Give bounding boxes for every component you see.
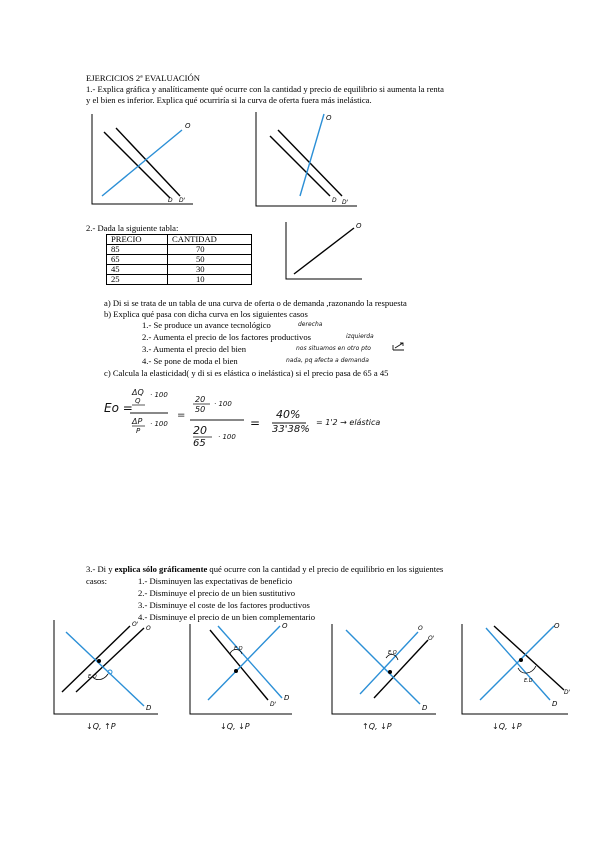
ex2-c: c) Calcula la elasticidad( y di si es elástica o inelástica) si el precio pasa de 65 a 45 — [104, 368, 389, 378]
label-o2: O' — [132, 621, 139, 628]
ex3-graph-4 — [460, 620, 572, 718]
label-o: O — [282, 622, 288, 630]
ex3-line1-post: qué ocurre con la cantidad y el precio de equilibrio en los siguientes — [207, 564, 444, 574]
ex1-line2: y el bien es inferior. Explica qué ocurriría si la curva de oferta fuera más inelástica. — [86, 95, 372, 105]
ex2-case-3-note: nos situamos en otro pto — [296, 345, 371, 352]
formula-f1-bot: ΔP — [132, 417, 143, 426]
ex2-case-4: 4.- Se pone de moda el bien — [142, 356, 238, 366]
label-o: O — [326, 114, 332, 122]
ex3-graph-3 — [330, 620, 440, 718]
formula-f2-top2: 50 — [195, 405, 206, 414]
label-o: O — [146, 625, 151, 632]
ex2-case-1-note: derecha — [298, 321, 323, 328]
ex3-casos: casos: — [86, 576, 108, 586]
ex2-case-3: 3.- Aumenta el precio del bien — [142, 344, 247, 354]
ex2-b: b) Explica qué pasa con dicha curva en los siguientes casos — [104, 309, 308, 319]
equilibrium-point — [97, 659, 101, 663]
ex3-graph-2-result: ↓Q, ↓P — [220, 722, 250, 731]
ex3-graph-2 — [188, 620, 296, 718]
formula-f2-top: 20 — [195, 395, 206, 404]
equilibrium-point — [388, 670, 392, 674]
label-d: D — [422, 704, 428, 712]
formula-f1-top: ΔQ — [132, 388, 144, 397]
ex1-line1: 1.- Explica gráfica y analíticamente qué ocurre con la cantidad y precio de equilibrio si aumenta la renta — [86, 84, 444, 94]
ex3-line1 — [86, 564, 443, 574]
ex3-line1-pre: 3.- Di y — [86, 564, 115, 574]
formula-result-top: 40% — [276, 408, 301, 421]
label-d2: D' — [342, 199, 349, 206]
label-d: D — [332, 197, 337, 204]
label-d2: D' — [564, 689, 571, 696]
formula-f1-bot2: P — [136, 427, 141, 435]
label-o: O — [356, 222, 362, 230]
formula-result: = 1'2 → elástica — [316, 418, 381, 427]
ex2-case-2: 2.- Aumenta el precio de los factores productivos — [142, 332, 311, 342]
table-header: CANTIDAD — [168, 235, 252, 245]
table-cell: 70 — [168, 245, 252, 255]
formula-eq2: = — [250, 416, 261, 430]
demand-curve — [66, 632, 144, 706]
formula-f1-top2: Q — [135, 397, 141, 405]
ex2-case-4-note: nada, pq afecta a demanda — [286, 357, 369, 364]
ex3-case-1: 1.- Disminuyen las expectativas de beneficio — [138, 576, 293, 586]
ex3-line1-bold: explica sólo gráficamente — [114, 564, 208, 574]
page-title: EJERCICIOS 2ª EVALUACIÓN — [86, 73, 200, 83]
label-d: D — [168, 197, 173, 204]
label-shift: E.D — [524, 678, 533, 684]
label-o: O — [418, 625, 423, 632]
label-o2: O' — [428, 635, 435, 642]
supply-curve-o2 — [374, 640, 428, 698]
demand-curve-d — [218, 626, 282, 698]
ex3-case-2: 2.- Disminuye el precio de un bien sustitutivo — [138, 588, 296, 598]
supply-curve — [480, 626, 554, 700]
ex3-graph-3-result: ↑Q, ↓P — [362, 722, 392, 731]
label-d2: D' — [179, 197, 186, 204]
ex3-case-3: 3.- Disminuye el coste de los factores productivos — [138, 600, 310, 610]
table-cell: 50 — [168, 255, 252, 265]
table-header: PRECIO — [107, 235, 168, 245]
label-d2: D' — [270, 701, 277, 708]
ex3-graph-4-result: ↓Q, ↓P — [492, 722, 522, 731]
table-cell: 85 — [107, 245, 168, 255]
label-shift: E.O — [388, 650, 397, 656]
equilibrium-point — [234, 669, 238, 673]
table-cell: 45 — [107, 265, 168, 275]
label-d: D — [146, 704, 152, 712]
formula-eq1: = — [177, 410, 186, 421]
equilibrium-point — [519, 658, 523, 662]
formula-f2-bot: 20 — [193, 424, 207, 437]
label-d: D — [284, 694, 290, 702]
formula-f1-times-bot: · 100 — [150, 420, 168, 428]
ex2-case-2-note: izquierda — [346, 333, 374, 340]
ex3-graph-1 — [52, 616, 162, 716]
ex2-a: a) Di si se trata de un tabla de una curva de oferta o de demanda ,razonando la respuesta — [104, 298, 407, 308]
label-o: O — [554, 622, 560, 630]
table-cell: 25 — [107, 275, 168, 285]
supply-curve — [208, 626, 280, 700]
formula-f1-times: · 100 — [150, 391, 168, 399]
table-cell: 10 — [168, 275, 252, 285]
table-cell: 30 — [168, 265, 252, 275]
formula-f2-times-bot: · 100 — [218, 433, 236, 441]
formula-result-bot: 33'38% — [272, 424, 310, 435]
label-d: D — [552, 700, 558, 708]
supply-curve-o — [360, 632, 418, 694]
ex2-intro: 2.- Dada la siguiente tabla: — [86, 223, 179, 233]
ex3-graph-1-result: ↓Q, ↑P — [86, 722, 116, 731]
label-o: O — [185, 122, 191, 130]
formula-f2-bot2: 65 — [193, 438, 206, 449]
formula-f2-times: · 100 — [214, 400, 232, 408]
ex2-case-1: 1.- Se produce un avance tecnológico — [142, 320, 271, 330]
label-shift: E.D — [234, 646, 243, 652]
label-shift: E.O — [88, 674, 97, 680]
supply-curve-o — [76, 628, 144, 692]
formula-lhs: Eo = — [104, 401, 133, 415]
ex3-case-4: 4.- Disminuye el precio de un bien complementario — [138, 612, 316, 622]
table-cell: 65 — [107, 255, 168, 265]
